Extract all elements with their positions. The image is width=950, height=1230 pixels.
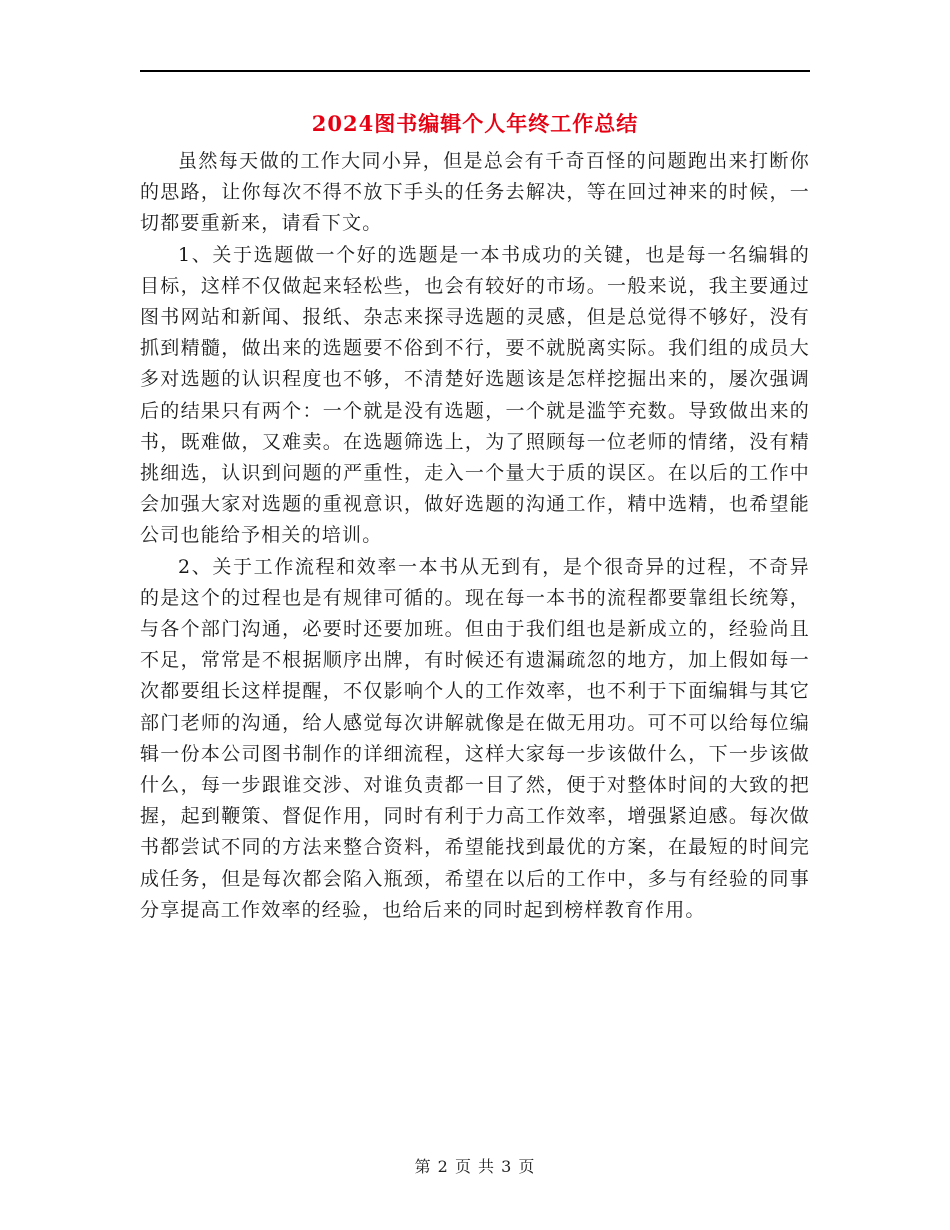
document-title: 2024图书编辑个人年终工作总结 [311, 111, 639, 136]
page-number-footer: 第 2 页 共 3 页 [414, 1157, 536, 1176]
paragraph-intro: 虽然每天做的工作大同小异，但是总会有千奇百怪的问题跑出来打断你的思路，让你每次不得不放下手头的任务去解决，等在回过神来的时候，一切都要重新来，请看下文。 [140, 150, 810, 235]
header-rule [140, 70, 810, 72]
paragraph-topic-selection: 1、关于选题做一个好的选题是一本书成功的关键，也是每一名编辑的目标，这样不仅做起来轻松些，也会有较好的市场。一般来说，我主要通过图书网站和新闻、报纸、杂志来探寻选题的灵感，但是总觉得不够好，没有抓到精髓，做出来的选题要不俗到不行，要不就脱离实际。我们组的成员大多对选题的认识程度也不够，不清楚好选题该是怎样挖掘出来的，屡次强调后的结果只有两个：一个就是没有选题，一个就是滥竽充数。导致做出来的书，既难做，又难卖。在选题筛选上，为了照顾每一位老师的情绪，没有精挑细选，认识到问题的严重性，走入一个量大于质的误区。在以后的工作中会加强大家对选题的重视意识，做好选题的沟通工作，精中选精，也希望能公司也能给予相关的培训。 [140, 243, 810, 547]
paragraph-workflow-efficiency: 2、关于工作流程和效率一本书从无到有，是个很奇异的过程，不奇异的是这个的过程也是有规律可循的。现在每一本书的流程都要靠组长统筹，与各个部门沟通，必要时还要加班。但由于我们组也是新成立的，经验尚且不足，常常是不根据顺序出牌，有时候还有遗漏疏忽的地方，加上假如每一次都要组长这样提醒，不仅影响个人的工作效率，也不利于下面编辑与其它部门老师的沟通，给人感觉每次讲解就像是在做无用功。可不可以给每位编辑一份本公司图书制作的详细流程，这样大家每一步该做什么，下一步该做什么，每一步跟谁交涉、对谁负责都一目了然，便于对整体时间的大致的把握，起到鞭策、督促作用，同时有利于力高工作效率，增强紧迫感。每次做书都尝试不同的方法来整合资料，希望能找到最优的方案，在最短的时间完成任务，但是每次都会陷入瓶颈，希望在以后的工作中，多与有经验的同事分享提高工作效率的经验，也给后来的同时起到榜样教育作用。 [140, 555, 810, 921]
document-body [140, 146, 810, 926]
